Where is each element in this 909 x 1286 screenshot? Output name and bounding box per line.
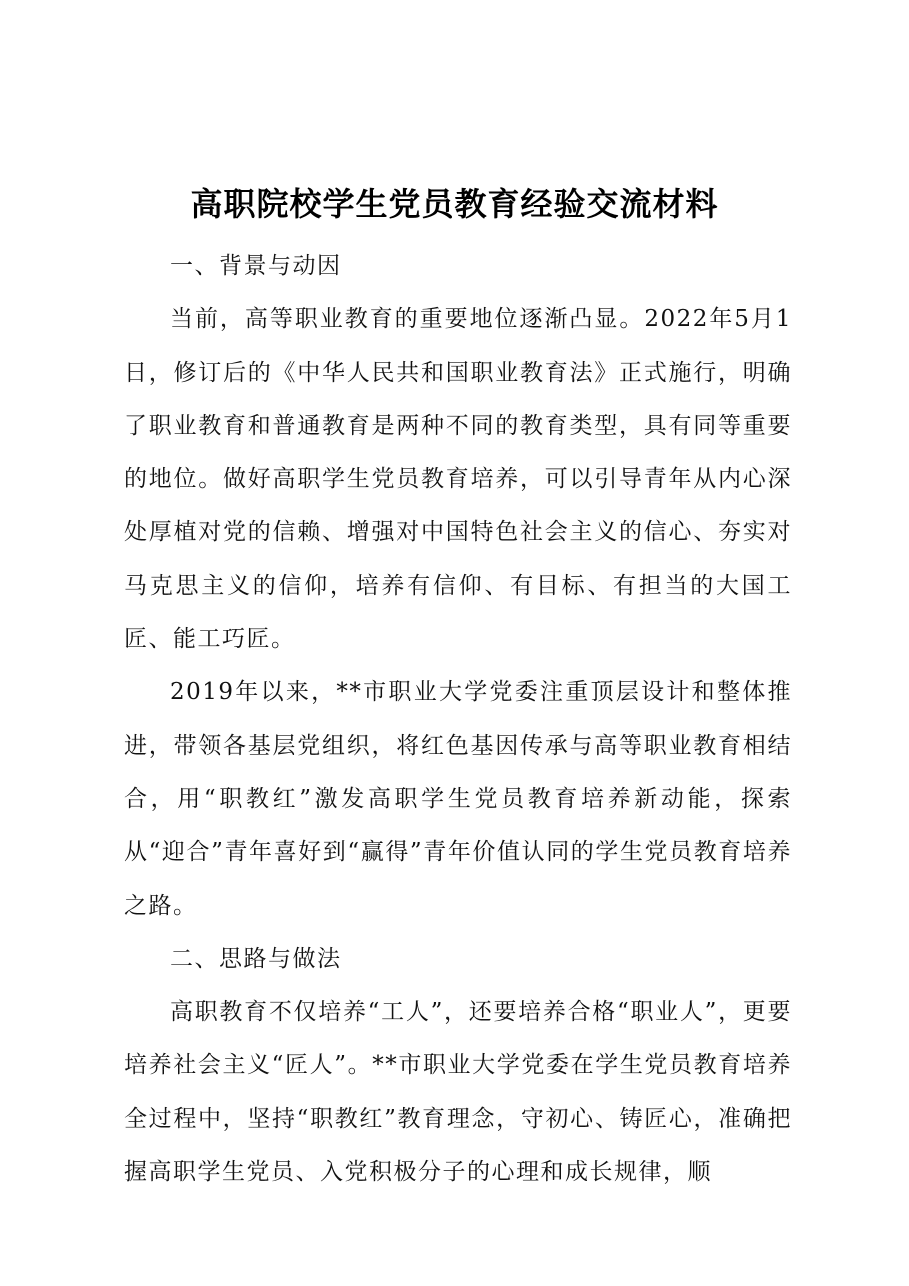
paragraph-vocational-education: 高职教育不仅培养“工人”，还要培养合格“职业人”，更要培养社会主义“匠人”。**市职业大学党委在学生党员教育培养全过程中，坚持“职教红”教育理念，守初心、铸匠心，准确把握高职学生党员、入党积极分子的心理和成长规律，顺 [124,999,792,1186]
section-heading-approach: 二、思路与做法 [170,945,342,972]
document-body [124,240,792,1199]
paragraph-since-2019: 2019年以来，**市职业大学党委注重顶层设计和整体推进，带领各基层党组织，将红色基因传承与高等职业教育相结合，用“职教红”激发高职学生党员教育培养新动能，探索从“迎合”青年喜好到“赢得”青年价值认同的学生党员教育培养之路。 [124,679,792,919]
paragraph-current-status: 当前，高等职业教育的重要地位逐渐凸显。2022年5月1日，修订后的《中华人民共和国职业教育法》正式施行，明确了职业教育和普通教育是两种不同的教育类型，具有同等重要的地位。做好高职学生党员教育培养，可以引导青年从内心深处厚植对党的信赖、增强对中国特色社会主义的信心、夯实对马克思主义的信仰，培养有信仰、有目标、有担当的大国工匠、能工巧匠。 [124,306,792,653]
document-title: 高职院校学生党员教育经验交流材料 [190,185,719,224]
section-heading-background: 一、背景与动因 [170,253,342,279]
